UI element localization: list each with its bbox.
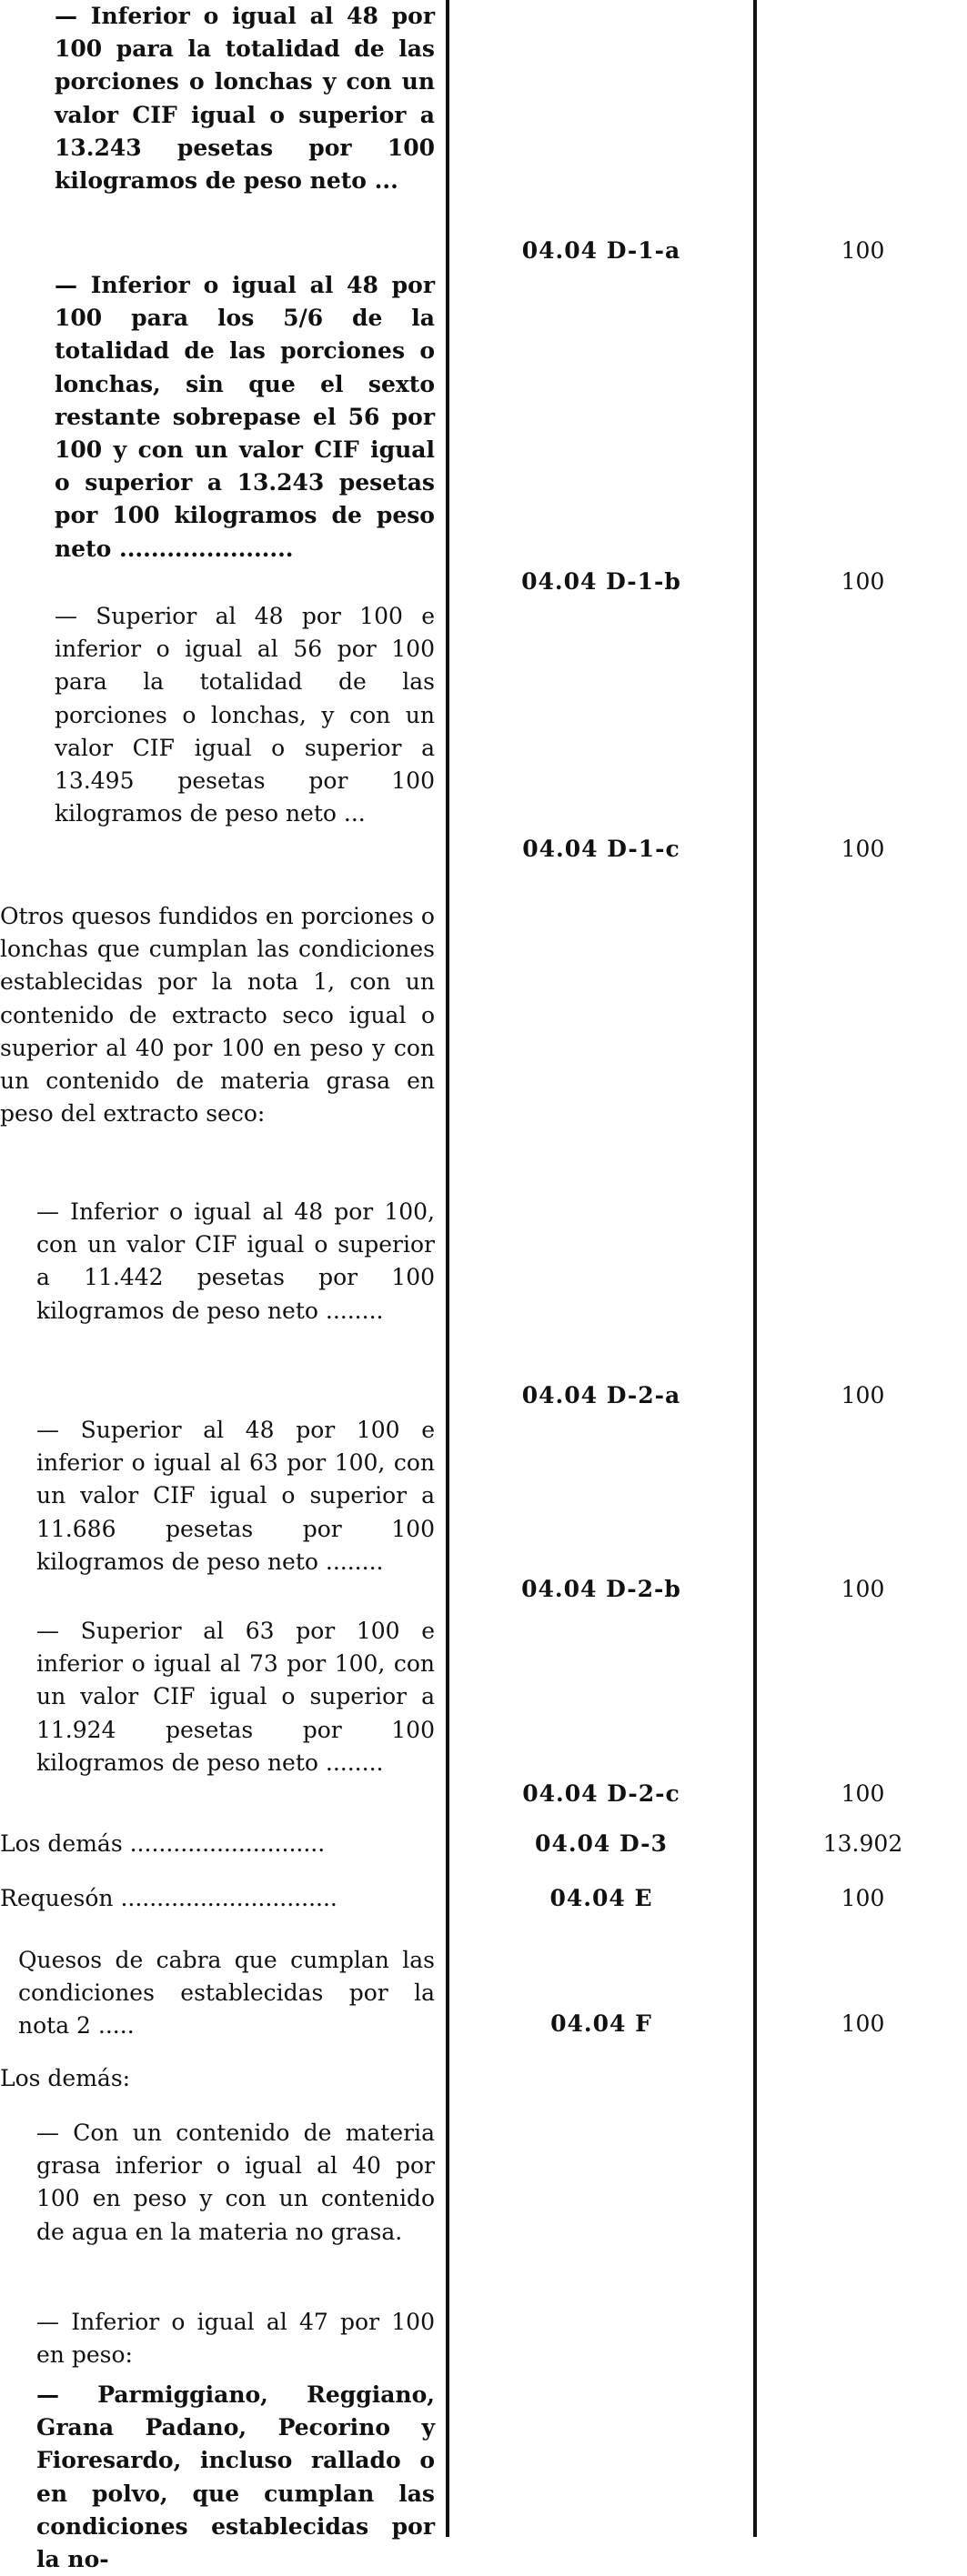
tariff-code-f: 04.04 F (550, 2010, 652, 2037)
tariff-description-d1a: — Inferior o igual al 48 por 100 para la totalidad de las porciones o lonchas y con un valor CIF igual o superior a 13.243 pesetas por 100 kilogramos de peso neto ... (55, 3, 435, 195)
tariff-code-d1b: 04.04 D-1-b (521, 568, 681, 595)
tariff-rate-d2b: 100 (841, 1576, 885, 1602)
tariff-description-d2c: — Superior al 63 por 100 e inferior o igual al 73 por 100, con un valor CIF igual o superior a 11.924 pesetas por 100 kilogramos de peso neto ........ (36, 1618, 435, 1776)
tariff-description-d2a: — Inferior o igual al 48 por 100, con un valor CIF igual o superior a 11.442 pesetas por 100 kilogramos de peso neto ........ (36, 1198, 435, 1324)
tariff-group-heading-d2: Otros quesos fundidos en porciones o lonchas que cumplan las condiciones establecidas por la nota 1, con un contenido de extracto seco igual o superior al 40 por 100 en peso y con un contenido de materia grasa en peso del extracto seco: (0, 903, 435, 1128)
tariff-code-d1a: 04.04 D-1-a (521, 237, 681, 264)
tariff-code-d2b: 04.04 D-2-b (521, 1576, 681, 1602)
tariff-description-d1b: — Inferior o igual al 48 por 100 para los 5/6 de la totalidad de las porciones o lonchas, sin que el sexto restante sobrepase el 56 por 100 y con un valor CIF igual o superior a 13.243 pesetas por 100 kilogramos de peso neto ...................... (55, 272, 435, 562)
tariff-description-d2b: — Superior al 48 por 100 e inferior o igual al 63 por 100, con un valor CIF igual o superior a 11.686 pesetas por 100 kilogramos de peso neto ........ (36, 1417, 435, 1575)
tariff-rate-d2a: 100 (841, 1382, 885, 1408)
tariff-rate-f: 100 (841, 2010, 885, 2037)
tariff-rate-d2c: 100 (841, 1780, 885, 1807)
tariff-code-d2a: 04.04 D-2-a (521, 1382, 681, 1408)
tariff-code-e: 04.04 E (549, 1885, 653, 1911)
tariff-description-d1c: — Superior al 48 por 100 e inferior o igual al 56 por 100 para la totalidad de las porciones o lonchas, y con un valor CIF igual o superior a 13.495 pesetas por 100 kilogramos de peso neto ... (55, 603, 435, 827)
right-column-rule (753, 0, 757, 2537)
tariff-rate-d1b: 100 (841, 568, 885, 595)
tariff-code-d3: 04.04 D-3 (535, 1830, 668, 1857)
tariff-rate-d1a: 100 (841, 237, 885, 264)
tariff-code-d1c: 04.04 D-1-c (522, 836, 680, 862)
tariff-description-e: Requesón .............................. (0, 1885, 337, 1911)
tariff-group-heading-others: Los demás: (0, 2065, 131, 2091)
tariff-code-d2c: 04.04 D-2-c (522, 1780, 680, 1807)
tariff-description-water-content: — Inferior o igual al 47 por 100 en peso: (36, 2309, 435, 2369)
tariff-description-d3: Los demás ........................... (0, 1830, 326, 1857)
left-column-rule (446, 0, 449, 2537)
tariff-rate-d1c: 100 (841, 836, 885, 862)
tariff-description-f: Quesos de cabra que cumplan las condiciones establecidas por la nota 2 ..... (18, 1947, 435, 2040)
tariff-rate-d3: 13.902 (822, 1830, 903, 1857)
tariff-rate-e: 100 (841, 1885, 885, 1911)
tariff-description-parmiggiano: — Parmiggiano, Reggiano, Grana Padano, Pecorino y Fioresardo, incluso rallado o en polvo, que cumplan las condiciones establecidas por la no- (36, 2381, 435, 2573)
tariff-description-fat-content: — Con un contenido de materia grasa inferior o igual al 40 por 100 en peso y con un contenido de agua en la materia no grasa. (36, 2120, 435, 2245)
